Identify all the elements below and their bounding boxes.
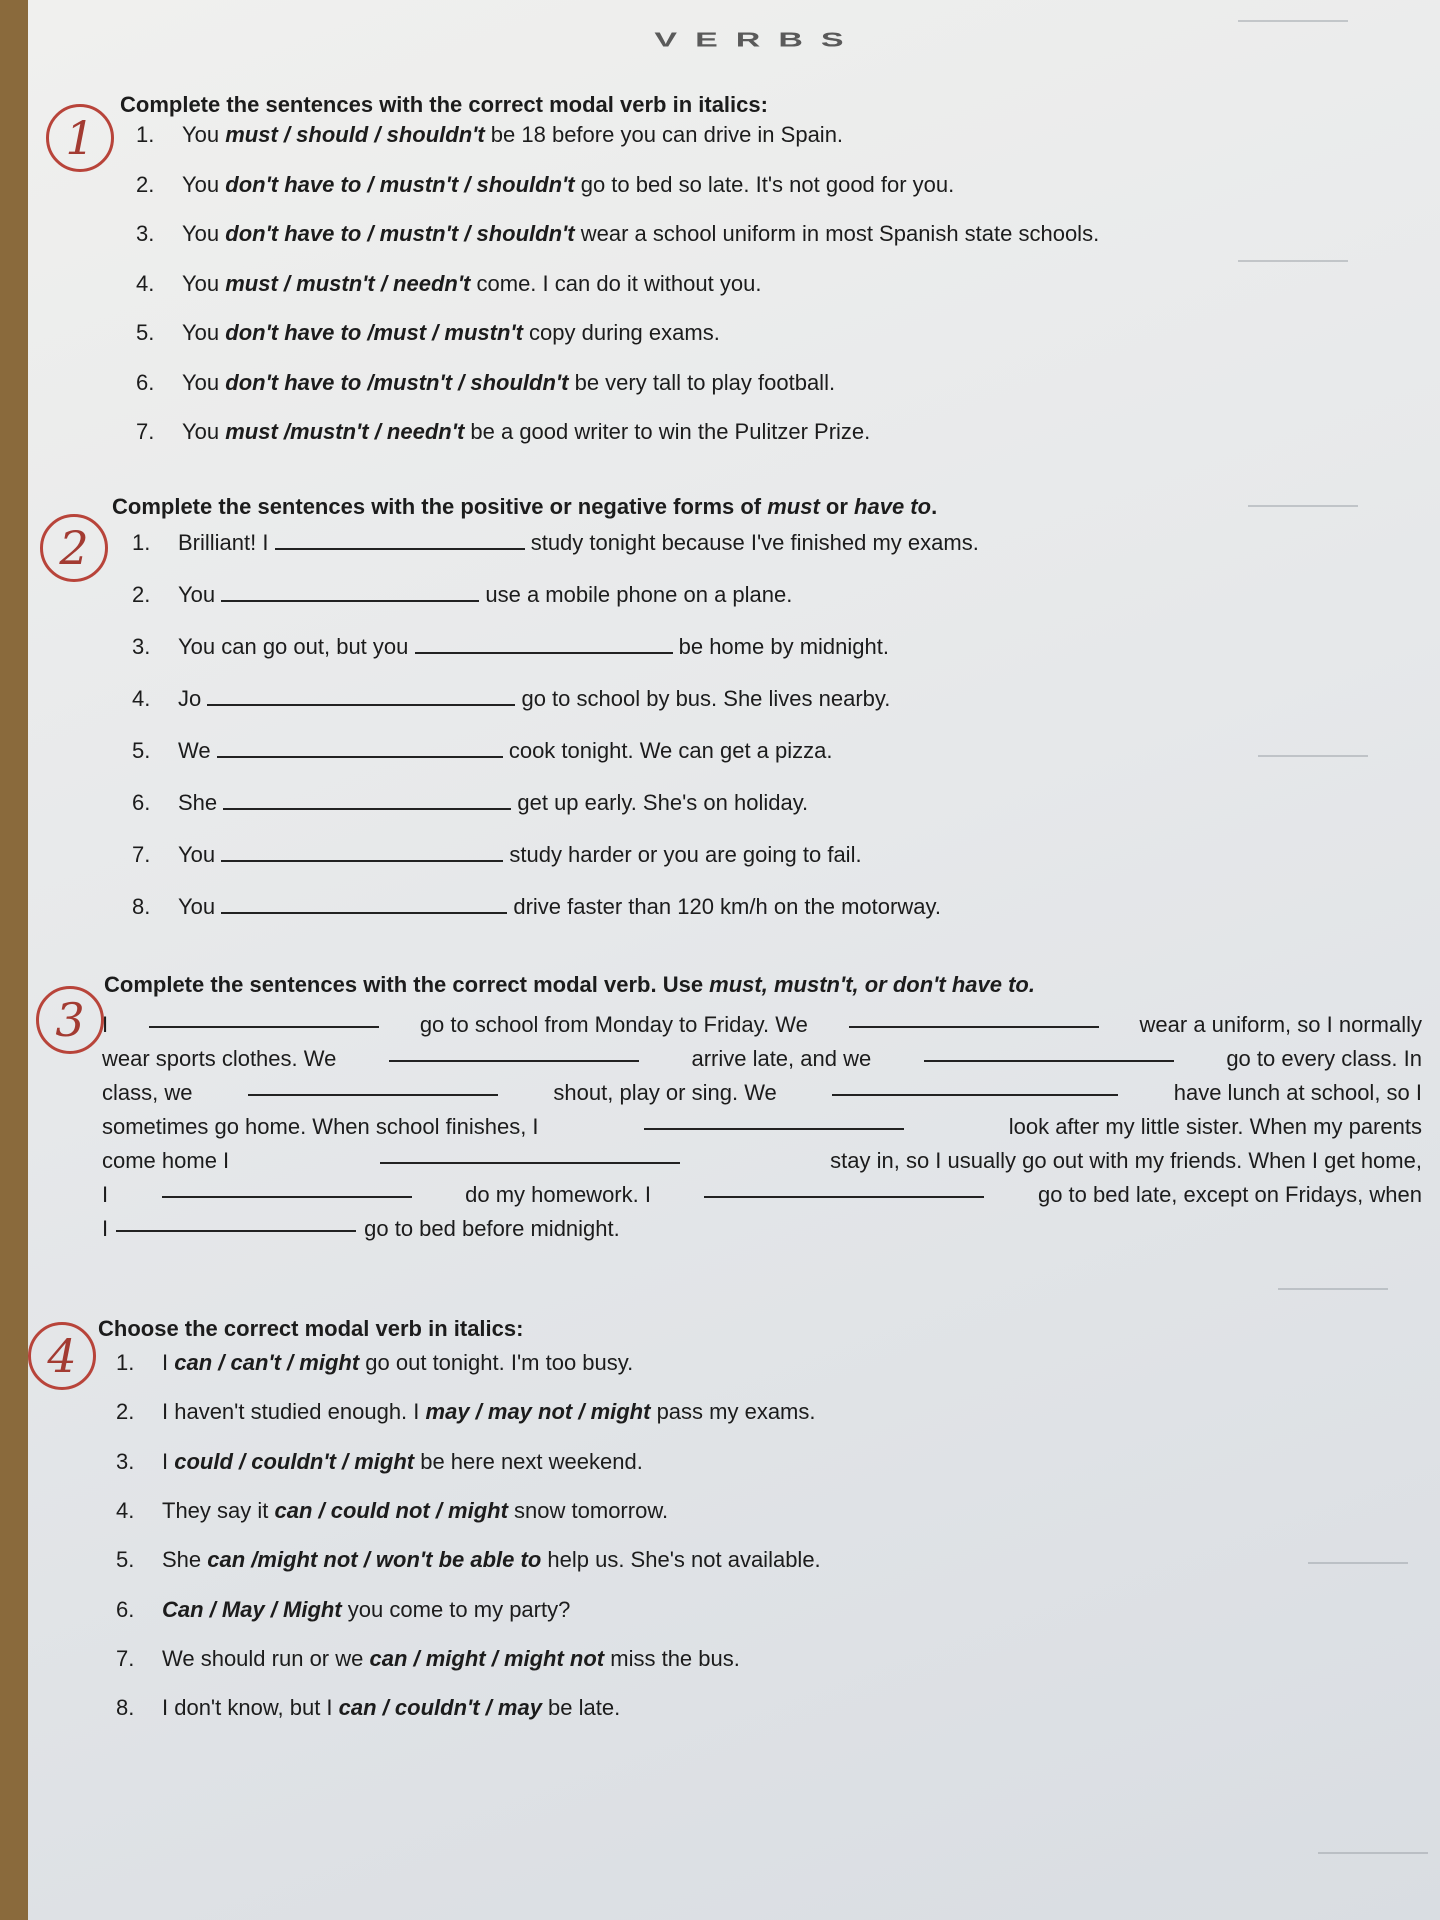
item-text-end: be 18 before you can drive in Spain. [484, 122, 844, 147]
answer-blank [275, 530, 525, 550]
paragraph-text: do my homework. I [465, 1182, 651, 1207]
answer-blank [149, 1008, 379, 1028]
exercise-item [116, 1547, 821, 1573]
answer-blank [217, 738, 503, 758]
item-text-end: drive faster than 120 km/h on the motorway. [507, 894, 941, 919]
paragraph-text: look after my little sister. When my parents [1008, 1114, 1422, 1139]
paragraph-text: go to school from Monday to Friday. We [419, 1012, 808, 1037]
answer-blank [207, 686, 515, 706]
item-text-start: You can go out, but you [178, 634, 415, 659]
item-text-start: I haven't studied enough. I [162, 1399, 426, 1425]
exercise-item [132, 790, 808, 816]
exercise-item [116, 1449, 643, 1475]
answer-blank [221, 894, 507, 914]
modal-options: must / should / shouldn't [225, 122, 485, 147]
item-number: 1. [136, 122, 155, 147]
section-3-paragraph [102, 1008, 1422, 1246]
exercise-item [116, 1399, 816, 1425]
modal-options: could / couldn't / might [174, 1448, 415, 1474]
modal-options: must /mustn't / needn't [225, 419, 465, 444]
item-text-start: You [182, 320, 226, 345]
item-number: 7. [136, 419, 155, 444]
exercise-item [116, 1597, 570, 1623]
item-text-start: We should run or we [162, 1645, 370, 1671]
item-number: 2. [132, 582, 151, 607]
item-text-start: Jo [178, 686, 208, 711]
exercise-item [116, 1646, 740, 1672]
paragraph-text: stay in, so I usually go out with my friends. When I get home, [830, 1148, 1422, 1173]
item-text-start: I don't know, but I [162, 1695, 339, 1721]
edge-mark [1278, 1288, 1388, 1290]
item-text-end: go to school by bus. She lives nearby. [515, 686, 891, 711]
modal-options: can /might not / won't be able to [207, 1547, 542, 1573]
item-text-end: study tonight because I've finished my exams. [524, 530, 979, 555]
item-text-start: You [182, 419, 226, 444]
exercise-item [132, 582, 792, 608]
answer-blank [221, 582, 479, 602]
item-text-end: copy during exams. [522, 320, 720, 345]
answer-blank [704, 1178, 984, 1198]
item-text-end: be home by midnight. [672, 634, 889, 659]
paragraph-text: go to bed late, except on Fridays, when [1037, 1182, 1422, 1207]
item-text-start: You [182, 122, 226, 147]
section-heading-2: Complete the sentences with the positive or negative forms of must or have to. [112, 494, 938, 519]
answer-blank [380, 1144, 680, 1164]
item-number: 2. [116, 1399, 135, 1425]
item-text-end: use a mobile phone on a plane. [479, 582, 793, 607]
modal-options: don't have to /must / mustn't [225, 320, 523, 345]
exercise-item [132, 738, 833, 764]
edge-mark [1238, 20, 1348, 22]
modal-options: Can / May / Might [162, 1596, 342, 1622]
item-text-end: be here next weekend. [414, 1448, 643, 1474]
edge-mark [1318, 1852, 1428, 1854]
modal-options: can / might / might not [369, 1645, 605, 1671]
item-number: 1. [116, 1350, 135, 1375]
item-number: 5. [116, 1547, 135, 1573]
paragraph-text: go to every class. In [1226, 1046, 1422, 1071]
item-text-end: miss the bus. [604, 1645, 740, 1671]
item-number: 6. [136, 369, 155, 395]
modal-options: can / could not / might [274, 1497, 508, 1523]
exercise-item [116, 1350, 633, 1376]
item-number: 2. [136, 171, 155, 197]
exercise-item [136, 122, 843, 148]
item-text-start: I [162, 1448, 175, 1474]
section-number-2: 2 [40, 514, 108, 582]
item-number: 7. [132, 842, 151, 867]
exercise-item [136, 320, 720, 346]
item-text-end: come. I can do it without you. [470, 270, 762, 296]
edge-mark [1238, 260, 1348, 262]
paragraph-line [102, 1178, 1422, 1212]
modal-options: don't have to / mustn't / shouldn't [225, 221, 575, 246]
exercise-item [136, 221, 1099, 247]
item-text-end: be very tall to play football. [568, 369, 836, 395]
answer-blank [223, 790, 511, 810]
item-text-start: You [178, 894, 222, 919]
paragraph-line [102, 1042, 1422, 1076]
paragraph-text: have lunch at school, so I [1173, 1080, 1422, 1105]
item-number: 6. [116, 1596, 135, 1622]
answer-blank [924, 1042, 1174, 1062]
section-heading-1: Complete the sentences with the correct modal verb in italics: [120, 92, 768, 117]
item-number: 5. [136, 320, 155, 345]
item-number: 4. [116, 1497, 135, 1523]
item-text-end: study harder or you are going to fail. [503, 842, 862, 867]
answer-blank [832, 1076, 1118, 1096]
exercise-item [116, 1695, 620, 1721]
edge-mark [1258, 755, 1368, 757]
item-text-end: snow tomorrow. [507, 1497, 669, 1523]
exercise-item [132, 842, 862, 868]
section-heading-4: Choose the correct modal verb in italics: [98, 1316, 524, 1341]
paragraph-text: I [102, 1012, 109, 1037]
exercise-item [132, 634, 889, 660]
edge-mark [1308, 1562, 1408, 1564]
item-number: 8. [116, 1695, 135, 1721]
paragraph-line [102, 1076, 1422, 1110]
item-text-start: You [182, 270, 226, 296]
item-text-end: be late. [541, 1695, 621, 1721]
paragraph-line [102, 1008, 1422, 1042]
exercise-item [132, 686, 890, 712]
item-text-start: They say it [162, 1497, 275, 1523]
item-text-end: get up early. She's on holiday. [511, 790, 809, 815]
item-text-end: wear a school uniform in most Spanish state schools. [574, 221, 1100, 246]
paragraph-line [102, 1144, 1422, 1178]
exercise-item [136, 271, 761, 297]
paragraph-line [102, 1110, 1422, 1144]
item-text-end: go to bed so late. It's not good for you. [574, 171, 955, 197]
item-number: 3. [116, 1448, 135, 1474]
answer-blank [849, 1008, 1099, 1028]
item-text-start: You [182, 369, 226, 395]
item-text-start: You [178, 582, 222, 607]
item-number: 3. [136, 221, 155, 246]
item-text-end: cook tonight. We can get a pizza. [502, 738, 833, 763]
answer-blank [248, 1076, 498, 1096]
item-text-end: be a good writer to win the Pulitzer Prize. [464, 419, 871, 444]
paragraph-text: arrive late, and we [691, 1046, 872, 1071]
modal-options: may / may not / might [425, 1399, 651, 1425]
item-number: 5. [132, 738, 151, 763]
paragraph-text: come home I [102, 1148, 230, 1173]
item-text-end: pass my exams. [650, 1399, 816, 1425]
section-heading-3: Complete the sentences with the correct modal verb. Use must, mustn't, or don't have to. [104, 972, 1035, 997]
section-number-1: 1 [46, 104, 114, 172]
answer-blank [116, 1212, 356, 1232]
item-text-start: Brilliant! I [178, 530, 275, 555]
item-text-start: You [182, 221, 226, 246]
modal-options: can / can't / might [174, 1350, 360, 1375]
exercise-item [136, 419, 870, 445]
item-text-start: You [178, 842, 222, 867]
modal-options: must / mustn't / needn't [225, 270, 471, 296]
item-text-end: help us. She's not available. [541, 1547, 821, 1573]
answer-blank [162, 1178, 412, 1198]
paragraph-text: class, we [102, 1080, 193, 1105]
exercise-item [136, 370, 835, 396]
item-text-start: You [182, 171, 226, 197]
paragraph-text: I [102, 1182, 109, 1207]
item-number: 6. [132, 790, 151, 815]
item-number: 7. [116, 1645, 135, 1671]
exercise-item [116, 1498, 668, 1524]
section-number-4: 4 [28, 1322, 96, 1390]
item-text-start: She [162, 1547, 208, 1573]
page-title: VERBS [654, 28, 862, 52]
item-text-end: go out tonight. I'm too busy. [359, 1350, 634, 1375]
exercise-item [132, 894, 941, 920]
item-number: 4. [136, 270, 155, 296]
item-text-start: I [162, 1350, 175, 1375]
paragraph-line [102, 1212, 1422, 1246]
section-number-3: 3 [36, 986, 104, 1054]
answer-blank [415, 634, 673, 654]
item-text-start: We [178, 738, 217, 763]
exercise-item [136, 172, 954, 198]
item-number: 3. [132, 634, 151, 659]
answer-blank [644, 1110, 904, 1130]
paragraph-text: sometimes go home. When school finishes, I [102, 1114, 539, 1139]
item-number: 8. [132, 894, 151, 919]
worksheet [28, 0, 1440, 1920]
modal-options: can / couldn't / may [338, 1695, 542, 1721]
paragraph-text: shout, play or sing. We [553, 1080, 777, 1105]
paragraph-text: wear a uniform, so I normally [1139, 1012, 1422, 1037]
paragraph-text: go to bed before midnight. [364, 1216, 620, 1241]
paragraph-text: wear sports clothes. We [102, 1046, 337, 1071]
item-text-end: you come to my party? [341, 1596, 571, 1622]
answer-blank [389, 1042, 639, 1062]
item-number: 4. [132, 686, 151, 711]
item-number: 1. [132, 530, 151, 555]
paragraph-text: I [102, 1216, 109, 1241]
edge-mark [1248, 505, 1358, 507]
modal-options: don't have to /mustn't / shouldn't [225, 369, 569, 395]
item-text-start: She [178, 790, 224, 815]
modal-options: don't have to / mustn't / shouldn't [225, 171, 575, 197]
exercise-item [132, 530, 979, 556]
answer-blank [221, 842, 503, 862]
